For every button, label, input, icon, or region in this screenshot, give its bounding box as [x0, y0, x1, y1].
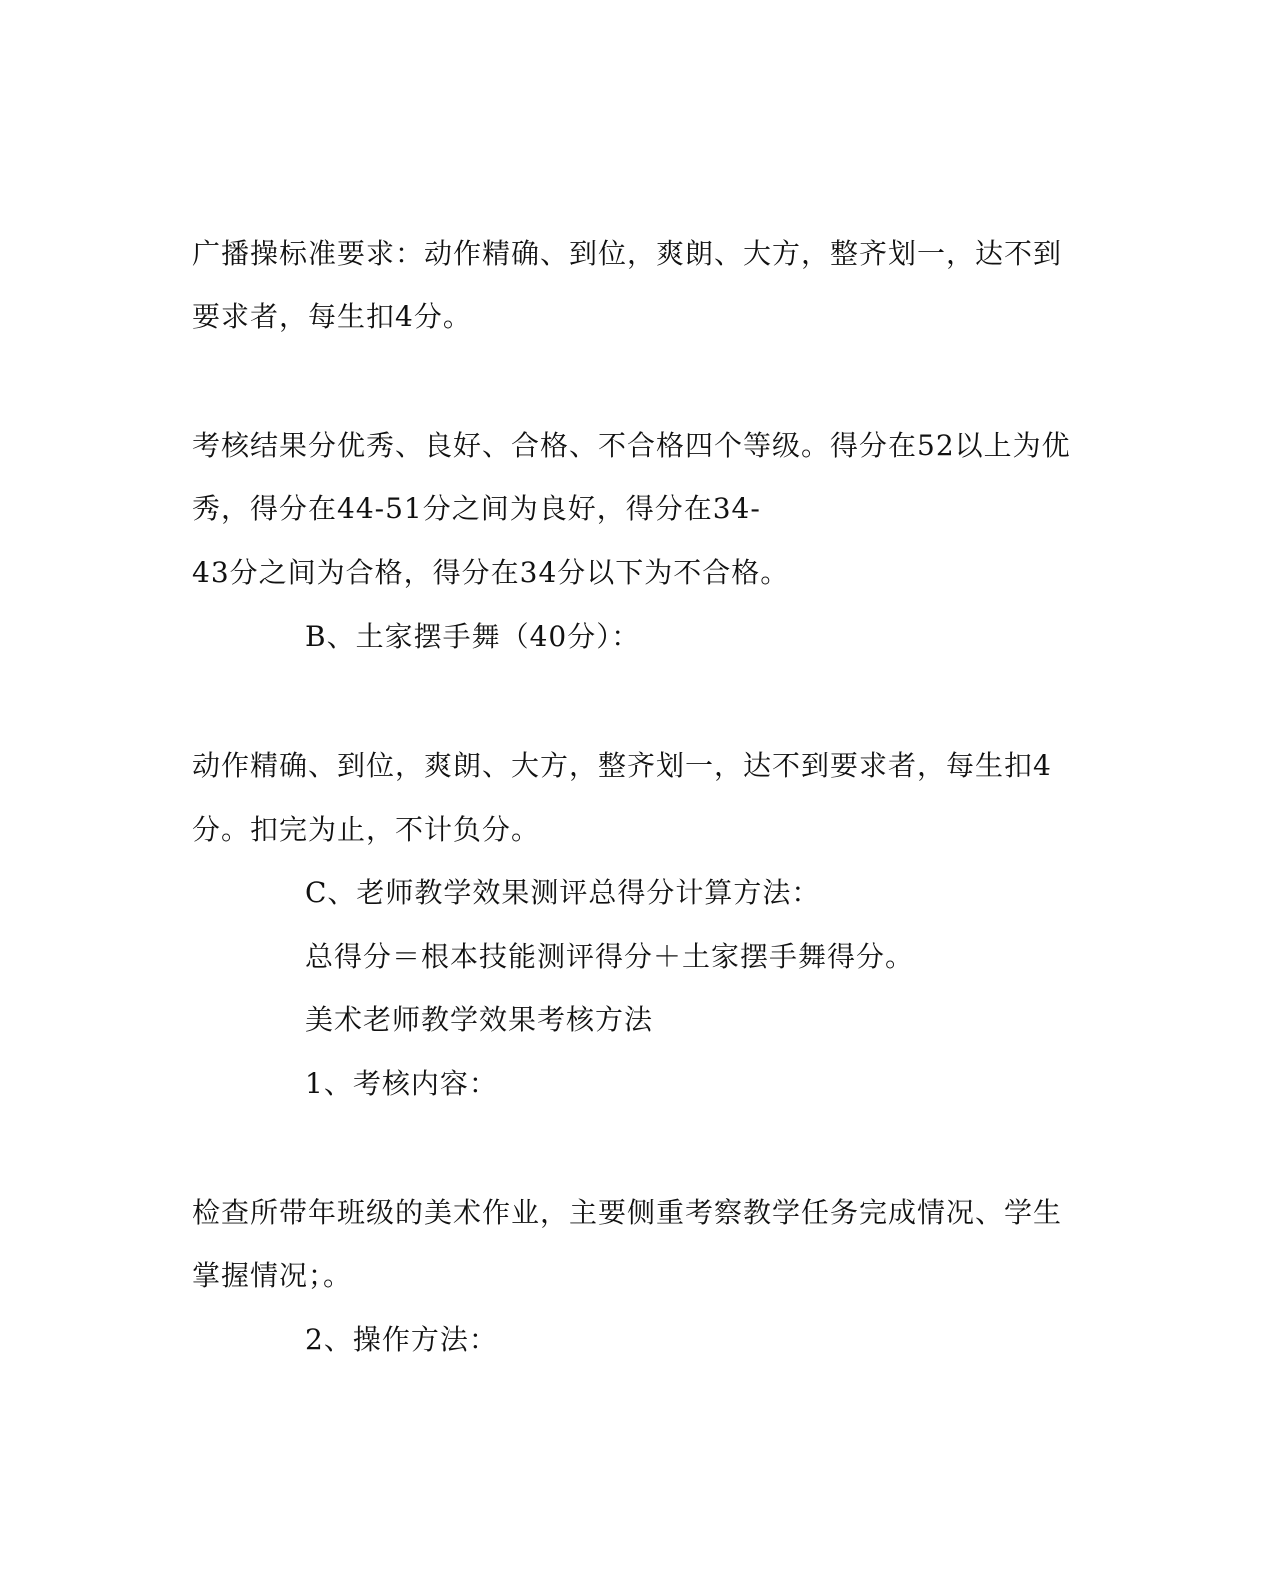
section-heading: B、土家摆手舞（40分）： [305, 620, 641, 653]
paragraph-line: 秀，得分在44-51分之间为良好，得分在34- [192, 492, 761, 525]
section-heading: C、老师教学效果测评总得分计算方法： [305, 876, 821, 909]
paragraph-line: 掌握情况；。 [192, 1259, 353, 1292]
formula-line: 总得分＝根本技能测评得分＋土家摆手舞得分。 [305, 940, 915, 973]
section-title: 美术老师教学效果考核方法 [305, 1003, 654, 1036]
paragraph-line: 考核结果分优秀、良好、合格、不合格四个等级。得分在52以上为优 [192, 429, 1071, 462]
section-heading: 2、操作方法： [305, 1323, 498, 1356]
section-heading: 1、考核内容： [305, 1067, 498, 1100]
paragraph-line: 检查所带年班级的美术作业，主要侧重考察教学任务完成情况、学生 [192, 1196, 1063, 1229]
paragraph-line: 动作精确、到位，爽朗、大方，整齐划一，达不到要求者，每生扣4 [192, 749, 1052, 782]
paragraph-line: 广播操标准要求：动作精确、到位，爽朗、大方，整齐划一，达不到 [192, 237, 1063, 270]
paragraph-line: 分。扣完为止，不计负分。 [192, 813, 541, 846]
paragraph-line: 43分之间为合格，得分在34分以下为不合格。 [192, 556, 790, 589]
paragraph-line: 要求者，每生扣4分。 [192, 300, 472, 333]
